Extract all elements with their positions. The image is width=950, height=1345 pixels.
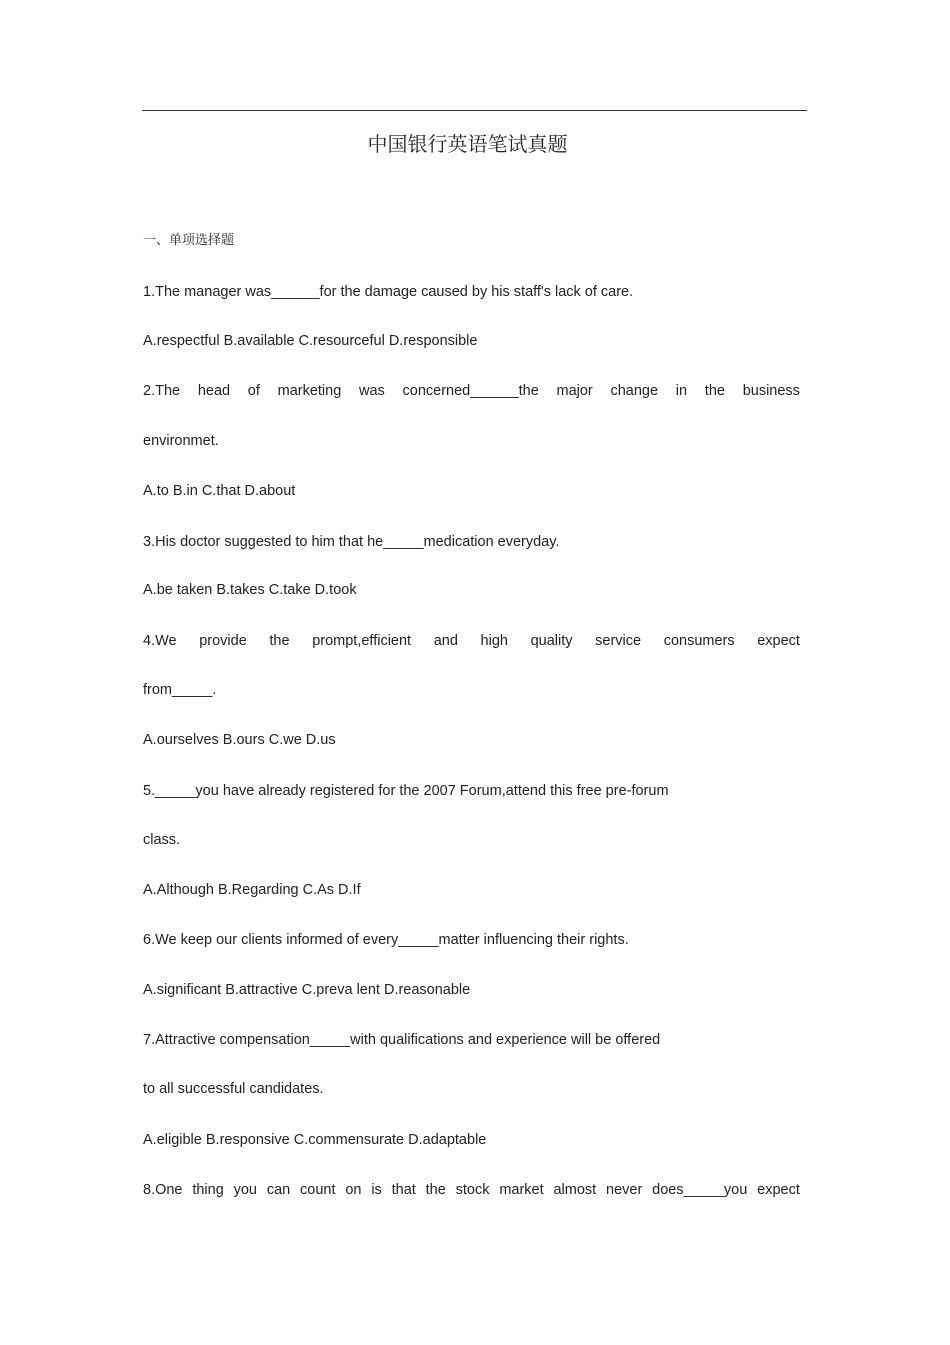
word: can — [266, 1182, 291, 1198]
word: provide — [199, 633, 247, 649]
question-4-continuation: from_____. — [143, 682, 217, 698]
word: service — [595, 633, 642, 649]
word: 8.One — [143, 1182, 183, 1198]
section-heading: 一、单项选择题 — [143, 233, 235, 248]
word: expect — [757, 633, 800, 649]
word: the — [269, 633, 290, 649]
question-7-options: A.eligible B.responsive C.commensurate D.adaptable — [143, 1132, 487, 1148]
word: was — [359, 383, 385, 399]
word: 4.We — [143, 633, 177, 649]
word: count — [300, 1182, 336, 1198]
question-5: 5._____you have already registered for the 2007 Forum,attend this free pre-forum — [143, 783, 669, 799]
word: in — [675, 383, 688, 399]
word: quality — [530, 633, 573, 649]
word: expect — [757, 1182, 800, 1198]
question-5-options: A.Although B.Regarding C.As D.If — [143, 882, 361, 898]
question-1-options: A.respectful B.available C.resourceful D.responsible — [143, 333, 478, 349]
question-4-options: A.ourselves B.ours C.we D.us — [143, 732, 336, 748]
question-1: 1.The manager was______for the damage caused by his staff's lack of care. — [143, 284, 634, 300]
question-2-continuation: environmet. — [143, 433, 219, 449]
word: market — [499, 1182, 544, 1198]
word: is — [371, 1182, 382, 1198]
question-3: 3.His doctor suggested to him that he_____medication everyday. — [143, 534, 560, 550]
word: never — [606, 1182, 643, 1198]
word: prompt,efficient — [312, 633, 412, 649]
word: major — [556, 383, 593, 399]
question-7: 7.Attractive compensation_____with qualifications and experience will be offered — [143, 1032, 661, 1048]
question-7-continuation: to all successful candidates. — [143, 1081, 324, 1097]
word: you — [233, 1182, 257, 1198]
question-2-options: A.to B.in C.that D.about — [143, 483, 296, 499]
question-6-options: A.significant B.attractive C.preva lent D.reasonable — [143, 982, 471, 998]
word: on — [345, 1182, 362, 1198]
word: and — [433, 633, 458, 649]
word: stock — [455, 1182, 490, 1198]
page-title: 中国银行英语笔试真题 — [367, 132, 568, 156]
word: of — [247, 383, 260, 399]
question-3-options: A.be taken B.takes C.take D.took — [143, 582, 357, 598]
word: the — [425, 1182, 446, 1198]
word: high — [480, 633, 508, 649]
question-4 — [143, 631, 800, 651]
word: does_____you — [652, 1182, 748, 1198]
word: change — [610, 383, 659, 399]
word: concerned______the — [402, 383, 539, 399]
question-5-continuation: class. — [143, 832, 181, 848]
question-2 — [143, 381, 800, 401]
word: thing — [192, 1182, 224, 1198]
word: 2.The — [143, 383, 181, 399]
word: that — [391, 1182, 416, 1198]
word: consumers — [663, 633, 735, 649]
word: almost — [553, 1182, 597, 1198]
question-6: 6.We keep our clients informed of every_____matter influencing their rights. — [143, 932, 629, 948]
header-rule — [142, 110, 807, 111]
word: business — [742, 383, 800, 399]
question-8 — [143, 1180, 800, 1200]
word: head — [197, 383, 231, 399]
word: the — [704, 383, 725, 399]
word: marketing — [277, 383, 342, 399]
